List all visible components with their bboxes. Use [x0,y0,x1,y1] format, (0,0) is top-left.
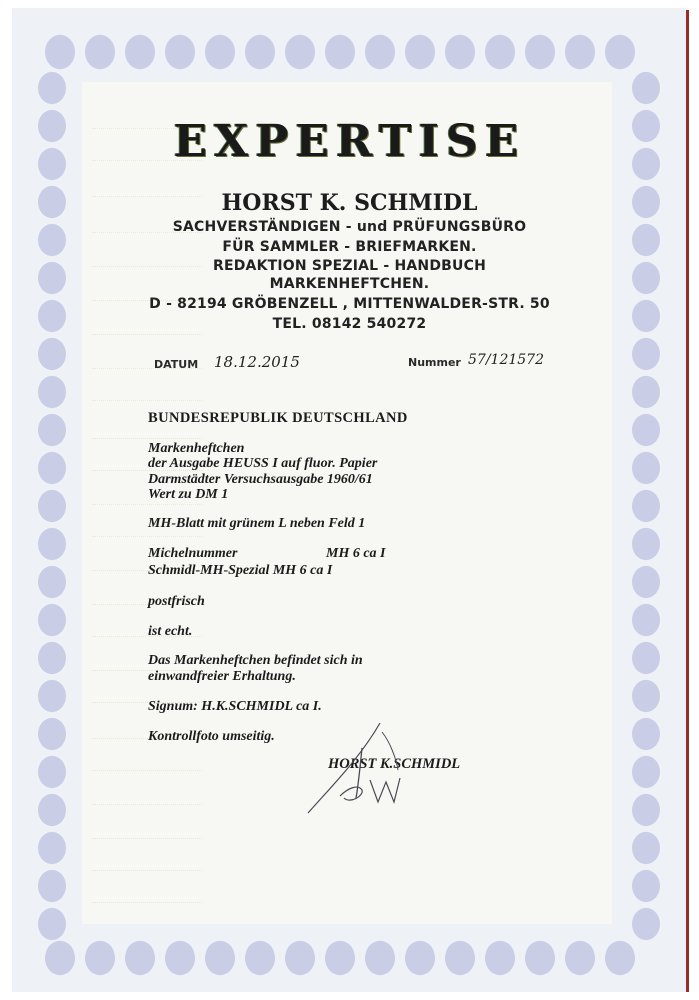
perforation-scallop [632,718,660,750]
header-address-line: D - 82194 GRÖBENZELL , MITTENWALDER-STR. 50 [149,296,550,312]
ghost-pattern-line [92,536,202,538]
perforation-scallop [205,941,235,976]
ghost-pattern-line [92,438,202,440]
perforation-scallop [445,35,475,70]
perforation-scallop [365,35,395,70]
perforation-scallop [38,72,66,104]
ghost-pattern-line [92,504,202,506]
perforation-scallop [85,35,115,70]
country-heading: BUNDESREPUBLIK DEUTSCHLAND [148,410,408,426]
perforation-scallop [565,941,595,976]
preservation-line: Das Markenheftchen befindet sich in [148,653,363,668]
perforation-scallop [632,528,660,560]
perforation-scallop [632,566,660,598]
perforation-scallop [565,35,595,70]
perforation-scallop [485,941,515,976]
perforation-scallop [632,72,660,104]
perforation-scallop [38,338,66,370]
perforation-scallop [405,35,435,70]
header-collectors-line: FÜR SAMMLER - BRIEFMARKEN. [222,239,477,255]
perforation-scallop [38,566,66,598]
perforation-scallop [38,832,66,864]
expert-name: HORST K. SCHMIDL [221,190,478,216]
perforation-scallop [38,490,66,522]
ghost-pattern-line [92,334,202,336]
schmidl-catalog-line: Schmidl-MH-Spezial MH 6 ca I [148,563,333,578]
perforation-scallop [38,680,66,712]
perforation-scallop [38,604,66,636]
description-line: Wert zu DM 1 [148,487,229,502]
header-office-line: SACHVERSTÄNDIGEN - und PRÜFUNGSBÜRO [172,219,527,235]
perforation-scallop [285,35,315,70]
perforation-scallop [38,794,66,826]
handwritten-signature [300,718,430,828]
perforation-scallop [38,718,66,750]
perforation-scallop [285,941,315,976]
perforation-scallop [632,414,660,446]
perforation-scallop [38,452,66,484]
perforation-scallop [632,794,660,826]
perforation-scallop [632,604,660,636]
perforation-scallop [38,870,66,902]
perforation-scallop [632,490,660,522]
ghost-pattern-line [92,804,202,806]
perforation-scallop [45,35,75,70]
datum-value: 18.12.2015 [214,353,300,371]
perforation-scallop [365,941,395,976]
perforation-scallop [632,452,660,484]
perforation-scallop [165,35,195,70]
ghost-pattern-line [92,902,202,904]
perforation-scallop [632,832,660,864]
perforation-scallop [632,338,660,370]
header-booklets-line: MARKENHEFTCHEN. [269,276,430,292]
signum-line: Signum: H.K.SCHMIDL ca I. [148,699,322,714]
header-editorial-line: REDAKTION SPEZIAL - HANDBUCH [212,258,486,274]
perforation-scallop [125,35,155,70]
ghost-pattern-line [92,770,202,772]
perforation-scallop [125,941,155,976]
perforation-scallop [245,941,275,976]
perforation-scallop [245,35,275,70]
verdict-text: ist echt. [148,624,193,639]
signatory-name: HORST K.SCHMIDL [328,756,461,772]
header-phone-line: TEL. 08142 540272 [272,316,427,332]
description-line: Markenheftchen [148,441,245,456]
certificate-title: EXPERTISE [173,116,526,167]
perforation-scallop [38,908,66,940]
perforation-scallop [632,680,660,712]
perforation-scallop [445,941,475,976]
pane-note: MH-Blatt mit grünem L neben Feld 1 [148,516,366,531]
preservation-line: einwandfreier Erhaltung. [148,669,296,684]
perforation-scallop [605,35,635,70]
perforation-scallop [325,35,355,70]
perforation-scallop [205,35,235,70]
perforation-scallop [525,35,555,70]
perforation-scallop [485,35,515,70]
perforation-scallop [85,941,115,976]
ghost-pattern-line [92,870,202,872]
perforation-scallop [38,756,66,788]
perforation-scallop [45,941,75,976]
perforation-scallop [632,642,660,674]
perforation-scallop [525,941,555,976]
ghost-pattern-line [92,400,202,402]
ghost-pattern-line [92,838,202,840]
description-line: der Ausgabe HEUSS I auf fluor. Papier [148,456,378,471]
nummer-label: Nummer [408,356,461,369]
perforation-scallop [38,528,66,560]
perforation-scallop [165,941,195,976]
datum-label: DATUM [154,358,199,371]
perforation-scallop [632,870,660,902]
nummer-value: 57/121572 [468,352,544,368]
photo-note: Kontrollfoto umseitig. [148,729,275,744]
perforation-scallop [632,756,660,788]
perforation-scallop [38,414,66,446]
michel-label: Michelnummer [148,546,238,561]
perforation-scallop [325,941,355,976]
perforation-scallop [605,941,635,976]
perforation-scallop [38,642,66,674]
perforation-scallop [632,908,660,940]
description-line: Darmstädter Versuchsausgabe 1960/61 [148,472,373,487]
perforation-scallop [632,376,660,408]
perforation-scallop [405,941,435,976]
perforation-scallop [38,376,66,408]
condition-text: postfrisch [148,594,205,609]
michel-value: MH 6 ca I [326,546,386,561]
